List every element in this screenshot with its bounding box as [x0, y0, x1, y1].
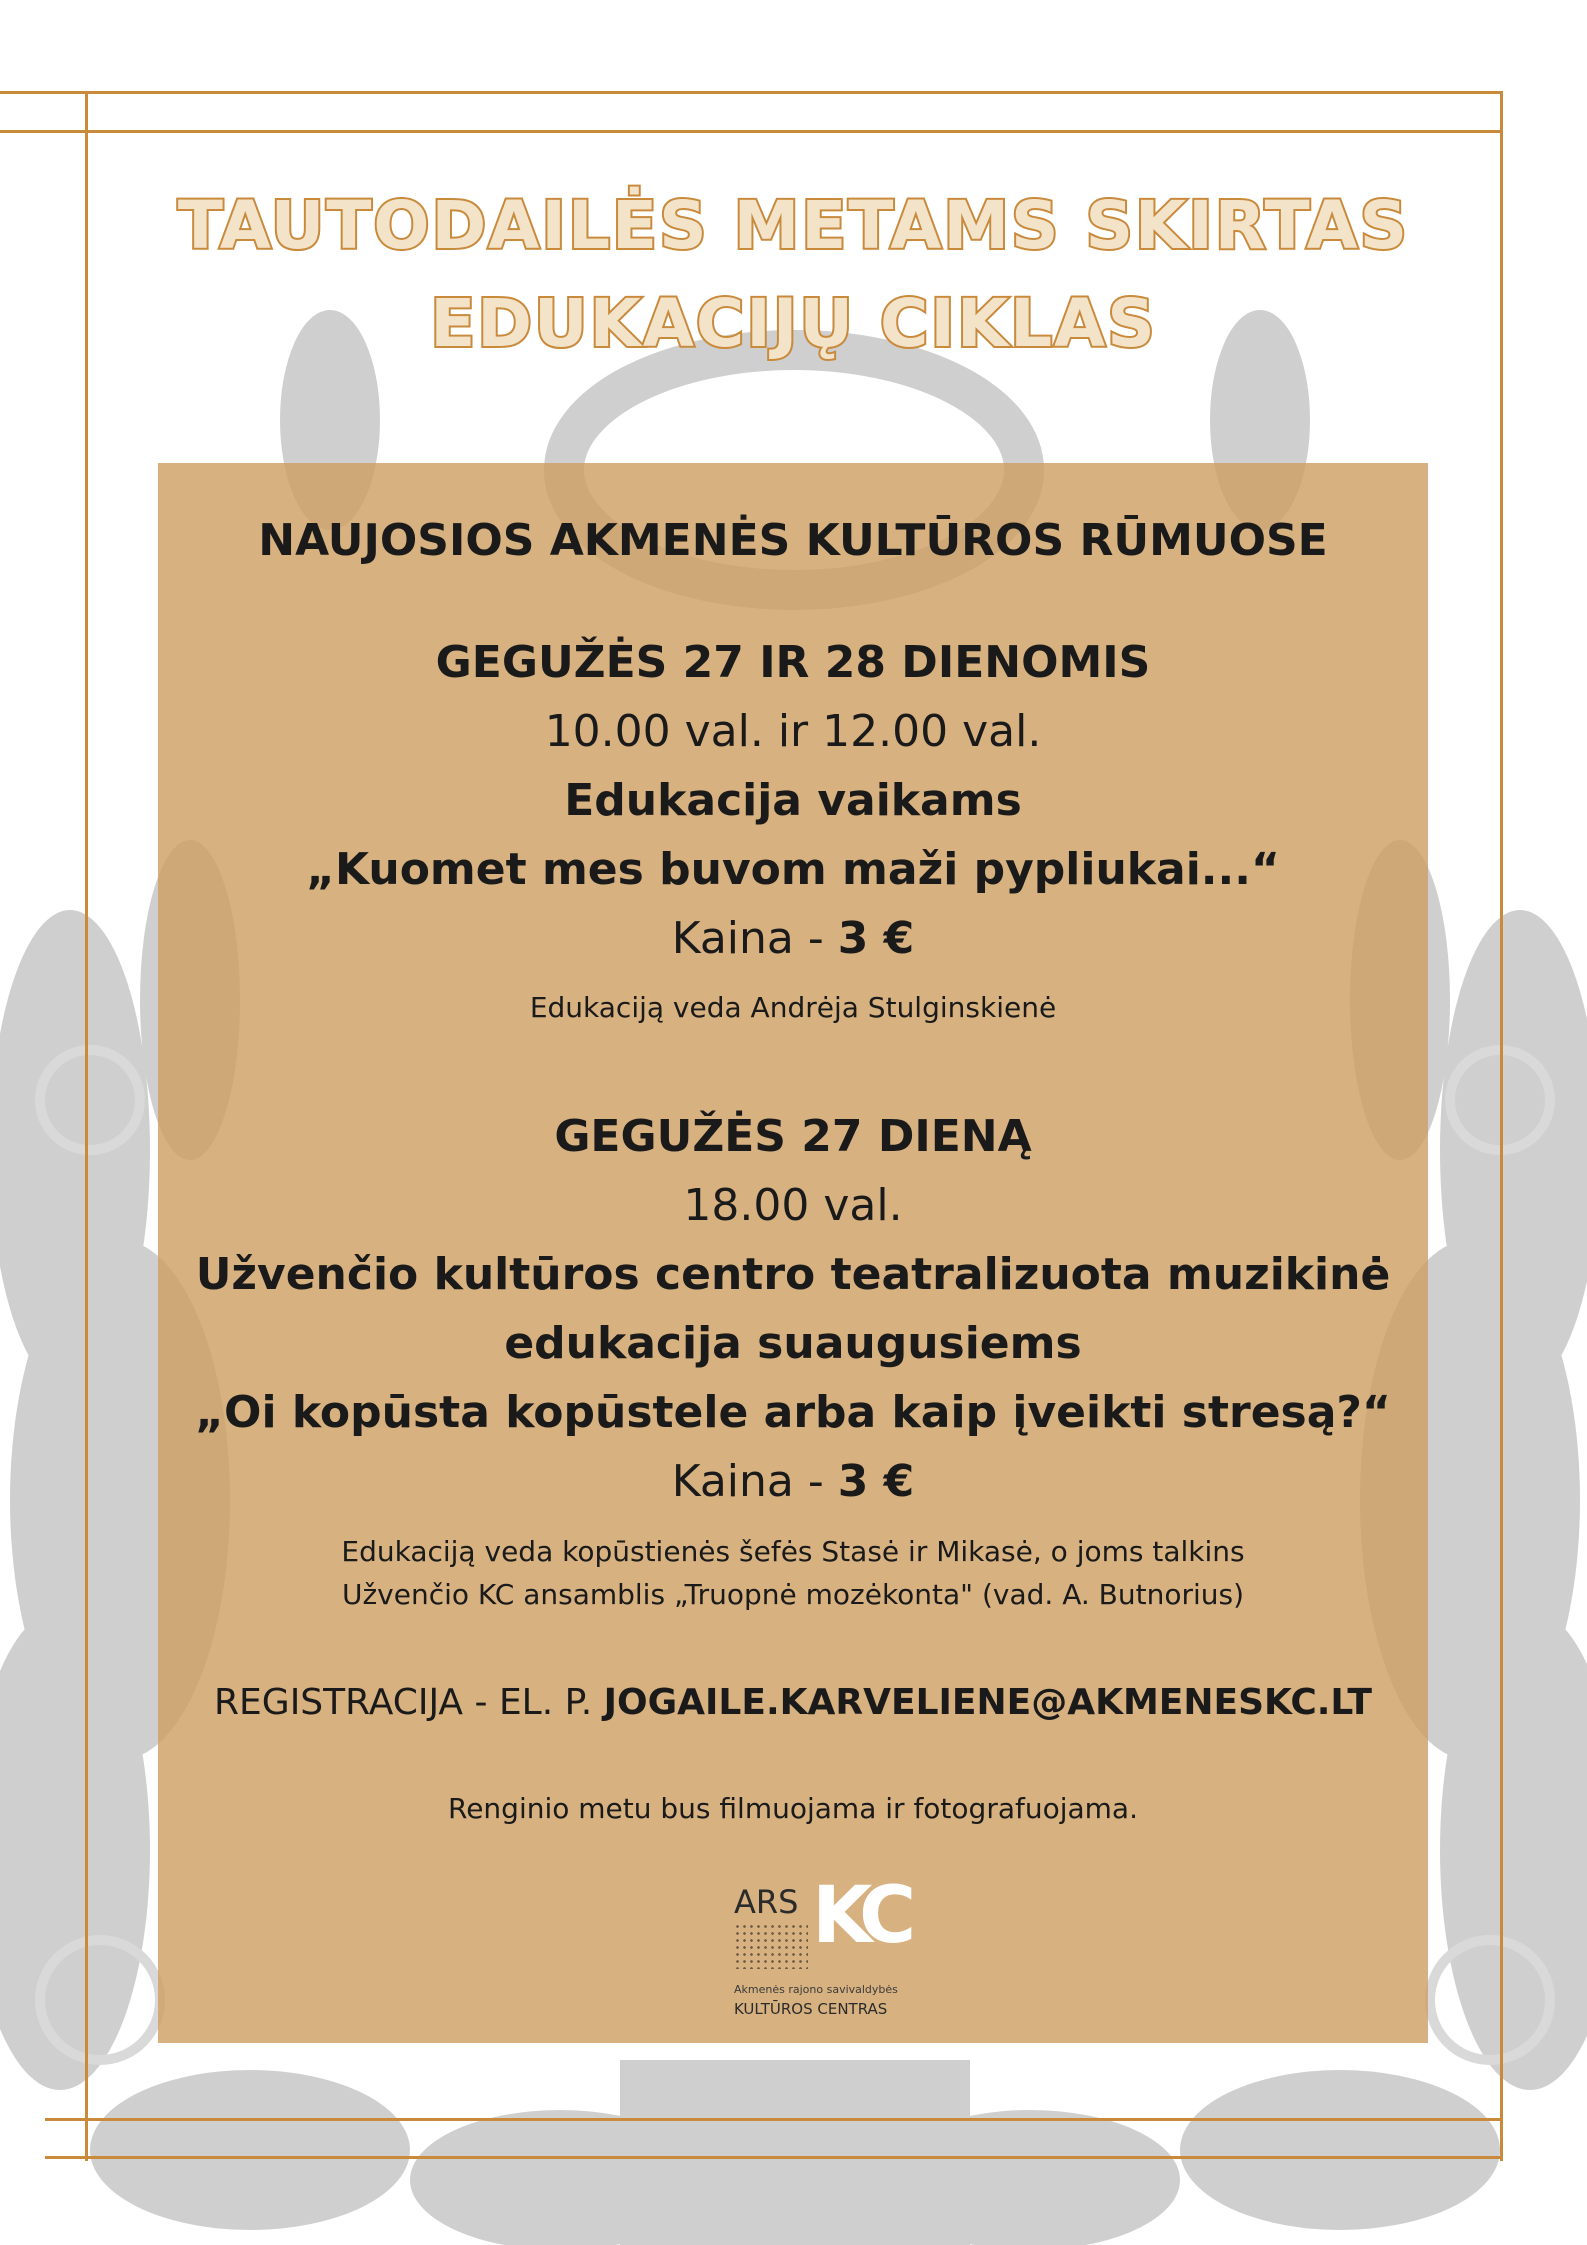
- event1-date: GEGUŽĖS 27 IR 28 DIENOMIS: [435, 637, 1151, 688]
- frame-line-top-outer: [0, 91, 1503, 94]
- frame-line-right: [1500, 91, 1503, 2161]
- frame-line-left: [85, 91, 88, 2161]
- event1-price-label: Kaina -: [671, 913, 838, 964]
- title-line-2: EDUKACIJŲ CIKLAS: [430, 285, 1157, 362]
- venue-heading: NAUJOSIOS AKMENĖS KULTŪROS RŪMUOSE: [258, 515, 1328, 566]
- event2-price-label: Kaina -: [671, 1456, 838, 1507]
- event2-name: „Oi kopūsta kopūstele arba kaip įveikti stresą?“: [195, 1387, 1391, 1438]
- event2-price: [158, 1456, 1428, 1507]
- logo-kc-mark: KC: [812, 1871, 907, 1961]
- logo-subtitle: Akmenės rajono savivaldybės: [734, 1983, 898, 1996]
- event2-kind-line1: Užvenčio kultūros centro teatralizuota muzikinė: [195, 1249, 1391, 1300]
- registration-label: REGISTRACIJA - EL. P.: [214, 1682, 604, 1723]
- event1-price: [158, 913, 1428, 964]
- event1-time: 10.00 val. ir 12.00 val.: [544, 706, 1042, 757]
- event1-kind: Edukacija vaikams: [564, 775, 1022, 826]
- event2-time: 18.00 val.: [683, 1180, 903, 1231]
- event2-host-line1: Edukaciją veda kopūstienės šefės Stasė ir Mikasė, o joms talkins: [341, 1535, 1245, 1568]
- event1-name: „Kuomet mes buvom maži pypliukai...“: [306, 844, 1280, 895]
- logo-dot-grid: [734, 1923, 808, 1969]
- logo-name: KULTŪROS CENTRAS: [734, 2000, 888, 2018]
- registration-email[interactable]: JOGAILE.KARVELIENE@AKMENESKC.LT: [603, 1682, 1372, 1723]
- filming-notice: Renginio metu bus filmuojama ir fotografuojama.: [448, 1792, 1138, 1825]
- event2-host-line2: Užvenčio KC ansamblis „Truopnė mozėkonta" (vad. A. Butnorius): [341, 1578, 1245, 1611]
- registration: [158, 1682, 1428, 1723]
- event2-date: GEGUŽĖS 27 DIENĄ: [554, 1111, 1032, 1162]
- event2-kind-line2: edukacija suaugusiems: [504, 1318, 1082, 1369]
- event1-price-value: 3 €: [837, 913, 915, 964]
- event2-price-value: 3 €: [837, 1456, 915, 1507]
- title-line-1: TAUTODAILĖS METAMS SKIRTAS: [177, 187, 1410, 264]
- frame-line-bottom-inner: [45, 2156, 1503, 2159]
- frame-line-top-inner: [0, 130, 1503, 133]
- logo-ars-text: ARS: [734, 1883, 799, 1921]
- event1-host: Edukaciją veda Andrėja Stulginskienė: [529, 991, 1057, 1024]
- ars-kc-logo: [728, 1871, 928, 2023]
- frame-line-bottom-outer: [45, 2118, 1503, 2121]
